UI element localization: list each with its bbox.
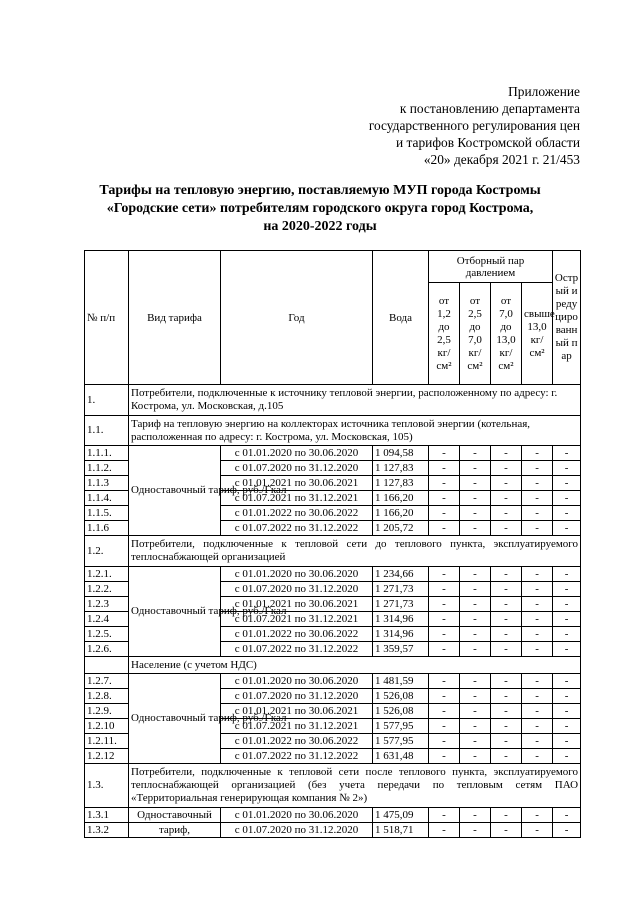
header-water: Вода	[373, 251, 429, 385]
empty-value: -	[522, 476, 553, 491]
tariff-type-label: Одноставочный тариф, руб./Гкал	[131, 484, 287, 496]
empty-value: -	[553, 823, 581, 838]
row-num: 1.1.1.	[85, 446, 129, 461]
empty-value: -	[429, 567, 460, 582]
empty-value: -	[429, 597, 460, 612]
section-text: Потребители, подключенные к источнику тепловой энергии, расположенному по адресу: г. Кострома, ул. Московская, д.105	[129, 385, 581, 416]
empty-value: -	[491, 597, 522, 612]
empty-value: -	[460, 491, 491, 506]
header-pressure-3: от 7,0 до 13,0 кг/см²	[491, 283, 522, 385]
empty-value: -	[553, 808, 581, 823]
water-value: 1 271,73	[373, 597, 429, 612]
empty-value: -	[429, 704, 460, 719]
empty-value: -	[522, 461, 553, 476]
empty-value: -	[491, 446, 522, 461]
empty-value: -	[460, 521, 491, 536]
empty-value: -	[522, 749, 553, 764]
period-cell: с 01.01.2020 по 30.06.2020	[221, 446, 373, 461]
appendix-line: и тарифов Костромской области	[396, 135, 580, 150]
row-num: 1.1.3	[85, 476, 129, 491]
empty-value: -	[429, 446, 460, 461]
water-value: 1 526,08	[373, 704, 429, 719]
empty-value: -	[522, 734, 553, 749]
empty-value: -	[429, 582, 460, 597]
empty-value: -	[522, 689, 553, 704]
tariff-type-cell: Одноставочный	[129, 808, 221, 823]
empty-value: -	[429, 689, 460, 704]
row-num: 1.1.4.	[85, 491, 129, 506]
section-num: 1.2.	[85, 536, 129, 567]
water-value: 1 359,57	[373, 642, 429, 657]
period-cell: с 01.01.2020 по 30.06.2020	[221, 567, 373, 582]
tariff-type-cell	[129, 446, 287, 536]
tariff-type-label: Одноставочный тариф, руб./Гкал	[131, 712, 287, 724]
row-num: 1.2.3	[85, 597, 129, 612]
period-cell: с 01.07.2020 по 31.12.2020	[221, 461, 373, 476]
appendix-line: государственного регулирования цен	[368, 118, 580, 133]
water-value: 1 314,96	[373, 612, 429, 627]
table-row	[85, 674, 581, 689]
empty-value: -	[429, 808, 460, 823]
empty-value: -	[553, 719, 581, 734]
empty-value: -	[460, 582, 491, 597]
row-num: 1.3.1	[85, 808, 129, 823]
row-num: 1.2.10	[85, 719, 129, 734]
empty-value: -	[553, 476, 581, 491]
empty-value: -	[429, 506, 460, 521]
empty-value: -	[460, 567, 491, 582]
period-cell: с 01.07.2020 по 31.12.2020	[221, 582, 373, 597]
empty-value: -	[460, 704, 491, 719]
empty-value: -	[429, 461, 460, 476]
row-num: 1.2.11.	[85, 734, 129, 749]
empty-value: -	[553, 749, 581, 764]
title-line: на 2020-2022 годы	[263, 219, 377, 234]
empty-value: -	[429, 823, 460, 838]
empty-value: -	[522, 521, 553, 536]
empty-value: -	[553, 627, 581, 642]
title-line: Тарифы на тепловую энергию, поставляемую МУП города Костромы	[99, 183, 541, 198]
section-row	[85, 385, 581, 416]
document-title	[60, 182, 580, 236]
row-num: 1.1.5.	[85, 506, 129, 521]
period-cell: с 01.01.2021 по 30.06.2021	[221, 597, 373, 612]
empty-value: -	[491, 734, 522, 749]
empty-value: -	[522, 597, 553, 612]
empty-value: -	[553, 491, 581, 506]
appendix-line: «20» декабря 2021 г. 21/453	[423, 152, 580, 167]
empty-value: -	[429, 749, 460, 764]
empty-value: -	[553, 567, 581, 582]
empty-value: -	[522, 491, 553, 506]
empty-value: -	[522, 627, 553, 642]
empty-value: -	[491, 567, 522, 582]
section-row	[85, 657, 581, 674]
section-text: Потребители, подключенные к тепловой сети после теплового пункта, эксплуатируемого теплоснабжающей организацией (без учета передачи по тепловым сетям ПАО «Территориальная генерирующая компания № 2»)	[129, 764, 581, 808]
row-num: 1.2.2.	[85, 582, 129, 597]
header-pressure-4: свыше 13,0 кг/см²	[522, 283, 553, 385]
water-value: 1 314,96	[373, 627, 429, 642]
row-num: 1.2.4	[85, 612, 129, 627]
water-value: 1 127,83	[373, 476, 429, 491]
empty-value: -	[522, 823, 553, 838]
row-num: 1.2.6.	[85, 642, 129, 657]
water-value: 1 234,66	[373, 567, 429, 582]
water-value: 1 475,09	[373, 808, 429, 823]
empty-value: -	[491, 674, 522, 689]
water-value: 1 127,83	[373, 461, 429, 476]
empty-value: -	[522, 808, 553, 823]
empty-value: -	[553, 642, 581, 657]
appendix-line: Приложение	[508, 84, 580, 99]
water-value: 1 166,20	[373, 491, 429, 506]
empty-value: -	[491, 521, 522, 536]
empty-value: -	[491, 491, 522, 506]
empty-value: -	[522, 612, 553, 627]
empty-value: -	[553, 506, 581, 521]
row-num: 1.2.7.	[85, 674, 129, 689]
empty-value: -	[460, 749, 491, 764]
empty-value: -	[553, 674, 581, 689]
empty-value: -	[460, 506, 491, 521]
period-cell: с 01.01.2022 по 30.06.2022	[221, 506, 373, 521]
header-year: Год	[221, 251, 373, 385]
section-num: 1.1.	[85, 416, 129, 446]
tariff-table	[84, 250, 581, 838]
period-cell: с 01.07.2021 по 31.12.2021	[221, 612, 373, 627]
empty-value: -	[522, 582, 553, 597]
empty-value: -	[522, 704, 553, 719]
period-cell: с 01.07.2021 по 31.12.2021	[221, 491, 373, 506]
water-value: 1 205,72	[373, 521, 429, 536]
header-steam: Отборный пар давлением	[429, 251, 553, 283]
empty-value: -	[522, 642, 553, 657]
empty-value: -	[491, 704, 522, 719]
tariff-type-cell	[129, 567, 287, 657]
period-cell: с 01.07.2022 по 31.12.2022	[221, 749, 373, 764]
section-num: 1.3.	[85, 764, 129, 808]
table-row	[85, 823, 581, 838]
empty-value: -	[429, 719, 460, 734]
empty-value: -	[460, 597, 491, 612]
section-num: 1.	[85, 385, 129, 416]
row-num: 1.1.2.	[85, 461, 129, 476]
period-cell: с 01.07.2020 по 31.12.2020	[221, 823, 373, 838]
row-num: 1.2.9.	[85, 704, 129, 719]
appendix-block	[369, 83, 580, 168]
row-num: 1.1.6	[85, 521, 129, 536]
section-row	[85, 764, 581, 808]
title-line: «Городские сети» потребителям городского округа город Кострома,	[106, 201, 534, 216]
empty-value: -	[491, 808, 522, 823]
water-value: 1 518,71	[373, 823, 429, 838]
empty-value: -	[553, 597, 581, 612]
empty-value: -	[491, 719, 522, 734]
empty-value: -	[553, 612, 581, 627]
section-row	[85, 416, 581, 446]
empty-value: -	[553, 689, 581, 704]
header-pressure-1: от 1,2 до 2,5 кг/см²	[429, 283, 460, 385]
water-value: 1 166,20	[373, 506, 429, 521]
empty-value: -	[429, 491, 460, 506]
empty-value: -	[491, 506, 522, 521]
empty-value: -	[429, 674, 460, 689]
period-cell: с 01.07.2022 по 31.12.2022	[221, 642, 373, 657]
empty-value: -	[553, 521, 581, 536]
empty-value: -	[553, 734, 581, 749]
header-pressure-2: от 2,5 до 7,0 кг/см²	[460, 283, 491, 385]
header-row	[85, 251, 581, 283]
empty-value: -	[522, 719, 553, 734]
empty-value: -	[491, 461, 522, 476]
empty-value: -	[460, 734, 491, 749]
section-text: Тариф на тепловую энергию на коллекторах источника тепловой энергии (котельная, расположенная по адресу: г. Кострома, ул. Московская, 105)	[129, 416, 581, 446]
period-cell: с 01.07.2020 по 31.12.2020	[221, 689, 373, 704]
tariff-type-cell	[129, 674, 287, 764]
header-num: № п/п	[85, 251, 129, 385]
empty-value: -	[460, 674, 491, 689]
empty-value: -	[491, 642, 522, 657]
empty-value: -	[491, 689, 522, 704]
empty-value: -	[460, 461, 491, 476]
empty-value: -	[460, 446, 491, 461]
empty-value: -	[522, 567, 553, 582]
water-value: 1 631,48	[373, 749, 429, 764]
period-cell: с 01.07.2021 по 31.12.2021	[221, 719, 373, 734]
empty-value: -	[553, 461, 581, 476]
tariff-type-cell: тариф,	[129, 823, 221, 838]
period-cell: с 01.01.2022 по 30.06.2022	[221, 734, 373, 749]
empty-value: -	[429, 734, 460, 749]
empty-value: -	[460, 808, 491, 823]
empty-value: -	[429, 521, 460, 536]
section-row	[85, 536, 581, 567]
empty-value: -	[429, 612, 460, 627]
tariff-type-label: Одноставочный тариф, руб./Гкал	[131, 605, 287, 617]
empty-value: -	[429, 627, 460, 642]
empty-value: -	[460, 689, 491, 704]
period-cell: с 01.01.2022 по 30.06.2022	[221, 627, 373, 642]
header-sharp-steam: Острый и редуцированный пар	[553, 251, 581, 385]
empty-value: -	[491, 476, 522, 491]
water-value: 1 481,59	[373, 674, 429, 689]
table-body	[85, 385, 581, 838]
empty-value: -	[522, 506, 553, 521]
empty-value: -	[460, 627, 491, 642]
table-row	[85, 446, 581, 461]
table-row	[85, 567, 581, 582]
row-num: 1.2.12	[85, 749, 129, 764]
empty-value: -	[491, 582, 522, 597]
water-value: 1 577,95	[373, 734, 429, 749]
period-cell: с 01.01.2020 по 30.06.2020	[221, 674, 373, 689]
section-num	[85, 657, 129, 674]
water-value: 1 577,95	[373, 719, 429, 734]
empty-value: -	[553, 704, 581, 719]
row-num: 1.3.2	[85, 823, 129, 838]
empty-value: -	[553, 582, 581, 597]
empty-value: -	[460, 612, 491, 627]
period-cell: с 01.01.2021 по 30.06.2021	[221, 476, 373, 491]
empty-value: -	[491, 749, 522, 764]
empty-value: -	[522, 674, 553, 689]
empty-value: -	[429, 476, 460, 491]
row-num: 1.2.5.	[85, 627, 129, 642]
row-num: 1.2.8.	[85, 689, 129, 704]
period-cell: с 01.07.2022 по 31.12.2022	[221, 521, 373, 536]
empty-value: -	[522, 446, 553, 461]
water-value: 1 094,58	[373, 446, 429, 461]
empty-value: -	[460, 642, 491, 657]
empty-value: -	[491, 823, 522, 838]
empty-value: -	[460, 476, 491, 491]
water-value: 1 271,73	[373, 582, 429, 597]
section-text: Население (с учетом НДС)	[129, 657, 581, 674]
row-num: 1.2.1.	[85, 567, 129, 582]
empty-value: -	[491, 612, 522, 627]
empty-value: -	[491, 627, 522, 642]
table-row	[85, 808, 581, 823]
period-cell: с 01.01.2020 по 30.06.2020	[221, 808, 373, 823]
empty-value: -	[429, 642, 460, 657]
water-value: 1 526,08	[373, 689, 429, 704]
period-cell: с 01.01.2021 по 30.06.2021	[221, 704, 373, 719]
appendix-line: к постановлению департамента	[399, 101, 580, 116]
empty-value: -	[553, 446, 581, 461]
empty-value: -	[460, 823, 491, 838]
header-kind: Вид тарифа	[129, 251, 221, 385]
empty-value: -	[460, 719, 491, 734]
section-text: Потребители, подключенные к тепловой сети до теплового пункта, эксплуатируемого теплоснабжающей организацией	[129, 536, 581, 567]
